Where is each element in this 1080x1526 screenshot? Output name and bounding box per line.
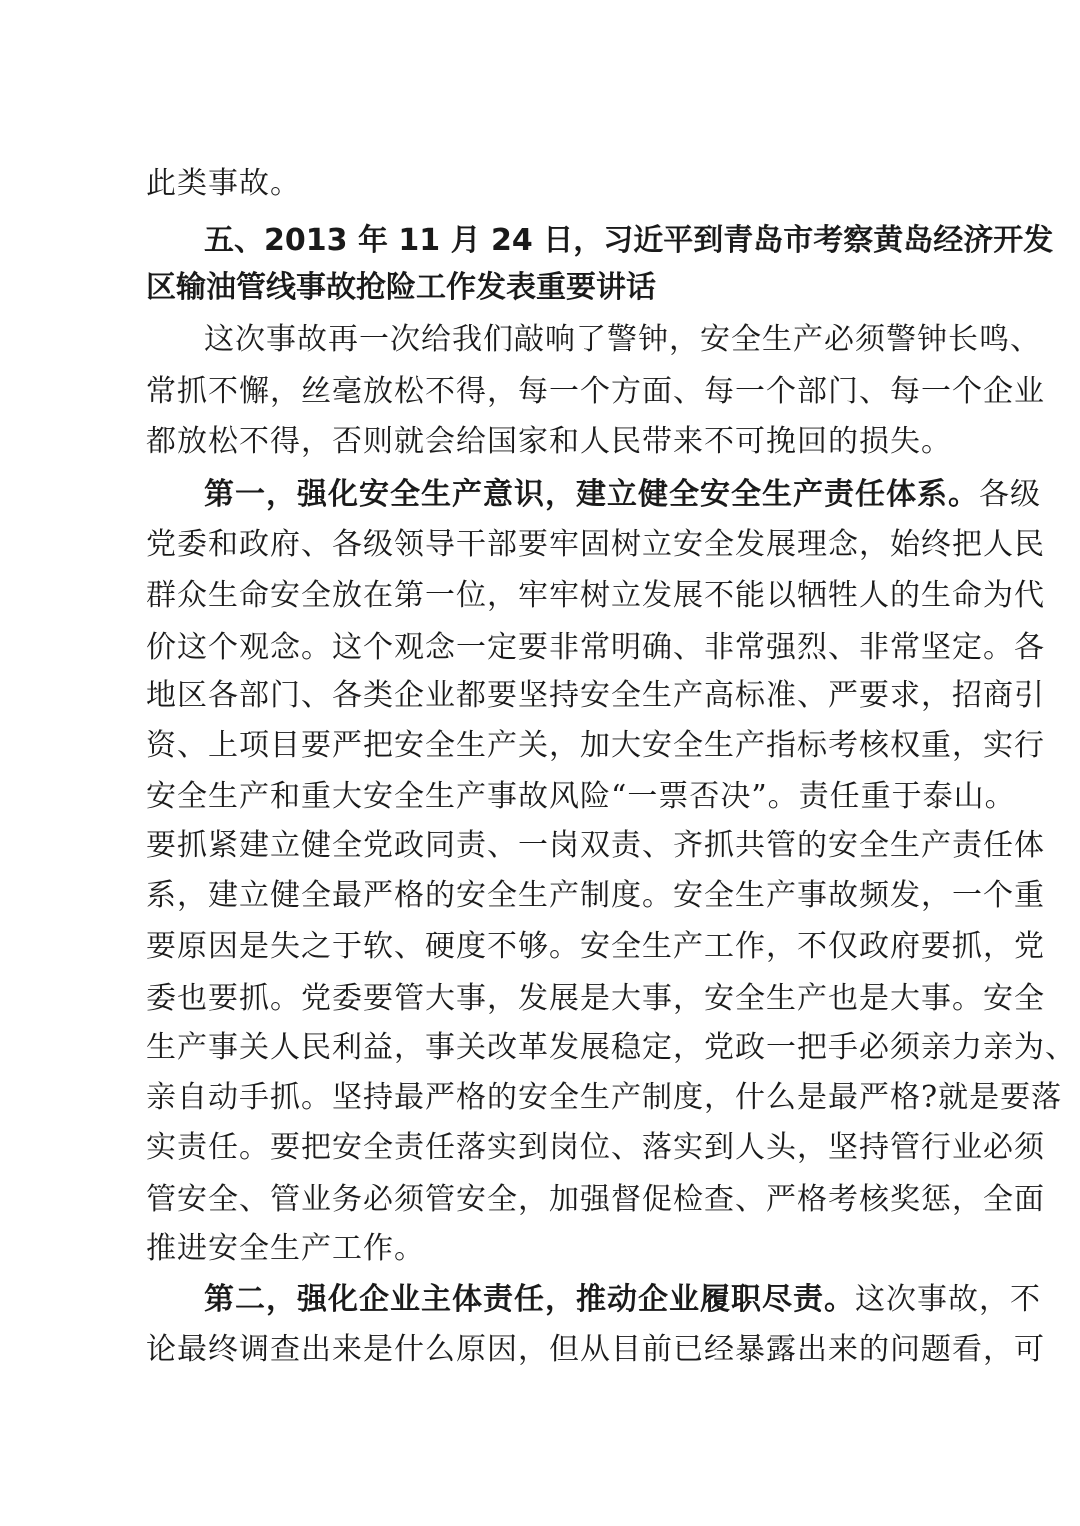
text-line: 要原因是失之于软、硬度不够。安全生产工作，不仅政府要抓，党: [146, 929, 1045, 964]
text-line: 资、上项目要严把安全生产关，加大安全生产指标考核权重，实行: [146, 728, 1045, 763]
text-fragment: 这次事故，不: [855, 1282, 1041, 1317]
text-line: 系，建立健全最严格的安全生产制度。安全生产事故频发，一个重: [146, 878, 1045, 913]
text-line: 要抓紧建立健全党政同责、一岗双责、齐抓共管的安全生产责任体: [146, 828, 1045, 863]
text-line: 党委和政府、各级领导干部要牢固树立安全发展理念，始终把人民: [146, 527, 1045, 562]
text-fragment: 各级: [979, 477, 1041, 512]
text-line: 推进安全生产工作。: [146, 1231, 425, 1266]
text-line: 安全生产和重大安全生产事故风险“一票否决”。责任重于泰山。: [146, 779, 1016, 814]
text-line: 地区各部门、各类企业都要坚持安全生产高标准、严要求，招商引: [146, 678, 1045, 713]
text-line: 委也要抓。党委要管大事，发展是大事，安全生产也是大事。安全: [146, 981, 1045, 1016]
text-line: 亲自动手抓。坚持最严格的安全生产制度，什么是最严格?就是要落: [146, 1080, 1063, 1115]
text-line: 都放松不得，否则就会给国家和人民带来不可挽回的损失。: [146, 424, 952, 459]
text-line: 实责任。要把安全责任落实到岗位、落实到人头，坚持管行业必须: [146, 1130, 1045, 1165]
text-line: 管安全、管业务必须管安全，加强督促检查、严格考核奖惩，全面: [146, 1182, 1045, 1217]
section-heading-line-2: 区输油管线事故抢险工作发表重要讲话: [146, 270, 656, 305]
text-line: 这次事故再一次给我们敲响了警钟，安全生产必须警钟长鸣、: [204, 322, 1041, 357]
text-line: 论最终调查出来是什么原因，但从目前已经暴露出来的问题看，可: [146, 1332, 1045, 1367]
bold-lead-text: 第二，强化企业主体责任，推动企业履职尽责。: [204, 1282, 855, 1317]
section-heading-line-1: 五、2013 年 11 月 24 日，习近平到青岛市考察黄岛经济开发: [204, 223, 1054, 258]
text-line: 价这个观念。这个观念一定要非常明确、非常强烈、非常坚定。各: [146, 630, 1045, 665]
text-line: 此类事故。: [146, 166, 301, 201]
text-line: 常抓不懈，丝毫放松不得，每一个方面、每一个部门、每一个企业: [146, 374, 1045, 409]
text-line: 群众生命安全放在第一位，牢牢树立发展不能以牺牲人的生命为代: [146, 578, 1045, 613]
paragraph-lead-line: [204, 1273, 1041, 1327]
paragraph-lead-line: [204, 468, 1041, 522]
text-line: 生产事关人民利益，事关改革发展稳定，党政一把手必须亲力亲为、: [146, 1030, 1076, 1065]
bold-lead-text: 第一，强化安全生产意识，建立健全安全生产责任体系。: [204, 477, 979, 512]
